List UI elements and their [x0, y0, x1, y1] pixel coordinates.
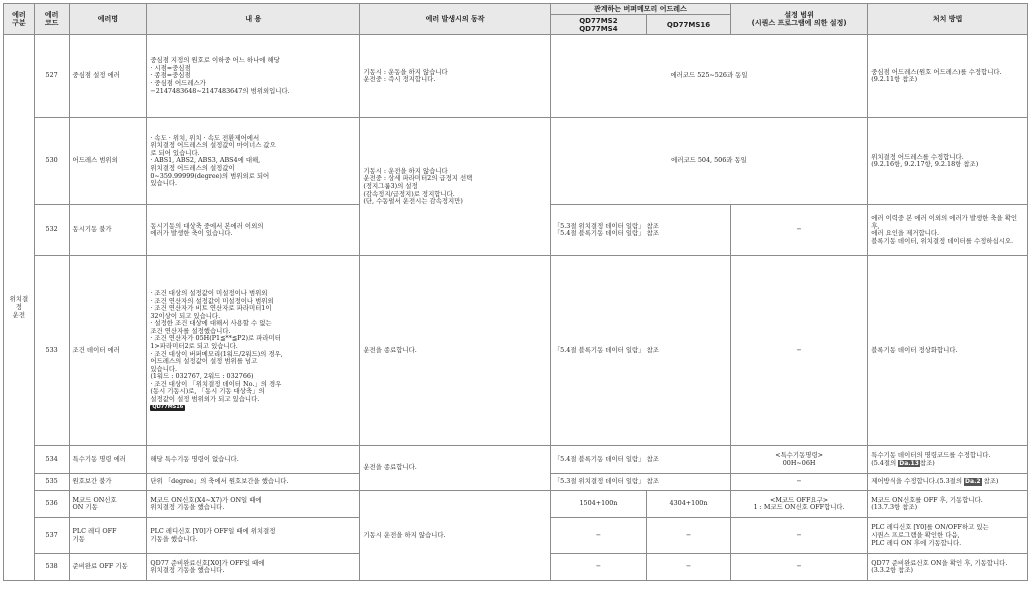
header-buffer-group: 관계하는 버퍼메모리 어드레스	[550, 4, 730, 15]
error-code-table	[3, 3, 1028, 581]
error-name: 원호보간 불가	[69, 474, 147, 491]
error-name: 준비완료 OFF 기동	[69, 554, 147, 581]
remedy: 에러 이력중 본 에러 이외의 에러가 발생한 축을 확인후, 에러 요인을 제거합니다. 블록기동 데이터, 위치결정 데이터를 수정하십시오.	[868, 205, 1028, 256]
buffer-address-qd77ms16: −	[647, 554, 731, 581]
reference-box: Da.2	[965, 478, 981, 486]
setting-range: −	[731, 554, 868, 581]
error-content: · 조건 대상의 설정값이 미설정이나 범위외 · 조건 연산자의 설정값이 미설정이나 범위외 · 조건 연산자가 비트 연산자로 파라미터1이 32이상이 되고 있습니다. · 설정한 조건 대상에 대해서 사용할 수 없는 조건 연산자를 설정했습니다. · 조건 연산자가 05H(P1≦**≦P2)로 파라미터 1>파라미터2로 되고 있습니다. · 조건 대상이 버퍼메모리(1워드/2워드)의 경우, 어드레스의 설정값이 설정 범위를 넘고 있습니다. (1워드 : 032767, 2워드 : 032766) · 조건 대상이 「위치결정 데이터 No.」의 경우 (동시 기동시)로, 「동시 기동 대상축」의 설정값이 설정 범위외가 되고 있습니다.	[150, 289, 283, 403]
header-remedy: 처치 방법	[868, 4, 1028, 35]
table-row	[4, 35, 1028, 118]
error-content: 해당 특수기동 명령이 없습니다.	[147, 446, 360, 474]
buffer-address-qd77ms2: 1504+100n	[550, 491, 646, 518]
error-content: 동시기동의 대상축 중에서 본에러 이외의 에러가 발생한 축이 있습니다.	[147, 205, 360, 256]
remedy: 위치결정 어드레스를 수정합니다. (9.2.16항, 9.2.17항, 9.2.18항 참조)	[868, 118, 1028, 205]
error-name: 특수기동 명령 에러	[69, 446, 147, 474]
buffer-address-qd77ms16: 4304+100n	[647, 491, 731, 518]
buffer-address-qd77ms2: −	[550, 518, 646, 554]
remedy-suffix: 참조)	[981, 477, 999, 486]
header-name: 에러명	[69, 4, 147, 35]
reference-box: Da.13	[899, 459, 919, 467]
error-content: PLC 레디신호 [Y0]가 OFF일 때에 위치결정 기동을 했습니다.	[147, 518, 360, 554]
error-content: M코드 ON신호(X4~X7)가 ON일 때에 위치결정 기동을 했습니다.	[147, 491, 360, 518]
header-qd77ms16: QD77MS16	[647, 15, 731, 35]
table-row	[4, 446, 1028, 474]
error-code: 534	[34, 446, 69, 474]
error-name: 어드레스 범위외	[69, 118, 147, 205]
header-qd77ms2: QD77MS2 QD77MS4	[550, 15, 646, 35]
error-name: 동시기동 불가	[69, 205, 147, 256]
error-code: 535	[34, 474, 69, 491]
header-category: 에러 구분	[4, 4, 35, 35]
buffer-address: 「5.4절 블록기동 데이터 일람」 참조	[550, 256, 730, 446]
remedy: 중심점 어드레스(원호 어드레스)를 수정합니다. (9.2.11항 참조)	[868, 35, 1028, 118]
remedy-cell	[868, 446, 1028, 474]
setting-range: −	[731, 474, 868, 491]
category-label: 위치결정 운전	[4, 35, 35, 581]
remedy: M코드 ON신호를 OFF 후, 기동합니다. (13.7.3항 참조)	[868, 491, 1028, 518]
buffer-address-merged: 에러코드 504, 506과 동일	[550, 118, 867, 205]
buffer-address: 「5.3절 위치결정 데이터 일람」 참조	[550, 474, 730, 491]
setting-range: −	[731, 256, 868, 446]
buffer-address: 「5.4절 블록기동 데이터 일람」 참조	[550, 446, 730, 474]
error-content: 중심점 지정의 원호로 이하중 어느 하나에 해당 · 시점=중심점 · 종점=중심점 · 중심점 어드레스가 −2147483648~2147483647의 범위외입니다.	[147, 35, 360, 118]
remedy: 제어방식을 수정합니다.(5.3절의	[871, 477, 965, 486]
setting-range: −	[731, 518, 868, 554]
error-content-cell	[147, 256, 360, 446]
error-name: 조건 데이터 에러	[69, 256, 147, 446]
error-name: 중심점 설정 에러	[69, 35, 147, 118]
header-code: 에러 코드	[34, 4, 69, 35]
setting-range: <M코드 OFF요구> 1 : M코드 ON신호 OFF합니다.	[731, 491, 868, 518]
error-name: PLC 레디 OFF 기동	[69, 518, 147, 554]
error-code: 530	[34, 118, 69, 205]
error-code: 532	[34, 205, 69, 256]
buffer-address-qd77ms2: −	[550, 554, 646, 581]
remedy-cell	[868, 474, 1028, 491]
table-row	[4, 256, 1028, 446]
table-row	[4, 491, 1028, 518]
buffer-address-merged: 에러코드 525~526과 동일	[550, 35, 867, 118]
table-row	[4, 118, 1028, 205]
error-code: 533	[34, 256, 69, 446]
error-action: 운전을 종료합니다.	[360, 446, 550, 491]
header-action: 에러 발생시의 동작	[360, 4, 550, 35]
error-content: · 속도 · 위치, 위치 · 속도 전환제어에서 위치결정 어드레스의 설정값이 마이너스 값으 로 되어 있습니다. · ABS1, ABS2, ABS3, ABS4에 대해, 위치결정 어드레스의 설정값이 0~359.99999(degree)의 범위외로 되어 있습니다.	[147, 118, 360, 205]
setting-range: <특수기동명령> 00H~06H	[731, 446, 868, 474]
header-range: 설정 범위 (시퀀스 프로그램에 의한 설정)	[731, 4, 868, 35]
remedy: PLC 레디신호 [Y0]를 ON/OFF하고 있는 시퀀스 프로그램을 확인한 다음, PLC 레디 ON 후에 기동합니다.	[868, 518, 1028, 554]
error-code: 536	[34, 491, 69, 518]
model-badge: QD77MS16	[152, 404, 184, 411]
remedy: 특수기동 데이터의 명령코드를 수정합니다. (5.4절의	[871, 451, 991, 467]
buffer-address-qd77ms16: −	[647, 518, 731, 554]
error-code: 538	[34, 554, 69, 581]
remedy: QD77 준비완료신호 ON을 확인 후, 기동합니다. (3.3.2항 참조)	[868, 554, 1028, 581]
error-content: QD77 준비완료신호[X0]가 OFF일 때에 위치결정 기동을 했습니다.	[147, 554, 360, 581]
error-action: 운전을 종료합니다.	[360, 256, 550, 446]
setting-range: −	[731, 205, 868, 256]
error-action: 기동시 : 운전을 하지 않습니다 운전중 : 상세 파라미터2의 급정지 선택 (정지그룹3)의 설정 (감속정지/급정지)로 정지합니다. (단, 수동펄서 운전시는 감속정지만)	[360, 118, 550, 256]
error-code: 527	[34, 35, 69, 118]
error-code: 537	[34, 518, 69, 554]
error-name: M코드 ON신호 ON 기동	[69, 491, 147, 518]
remedy-suffix: 참조)	[919, 458, 935, 467]
remedy: 블록기동 데이터 정상화합니다.	[868, 256, 1028, 446]
error-action: 기동시 : 운동을 하지 않습니다 운전중 : 즉시 정지합니다.	[360, 35, 550, 118]
error-content: 단위 「degree」의 축에서 원호보간을 했습니다.	[147, 474, 360, 491]
buffer-address: 「5.3절 위치결정 데이터 일람」 참조 「5.4절 블록기동 데이터 일람」 참조	[550, 205, 730, 256]
header-content: 내 용	[147, 4, 360, 35]
error-action: 기동시 운전을 하지 않습니다.	[360, 491, 550, 581]
